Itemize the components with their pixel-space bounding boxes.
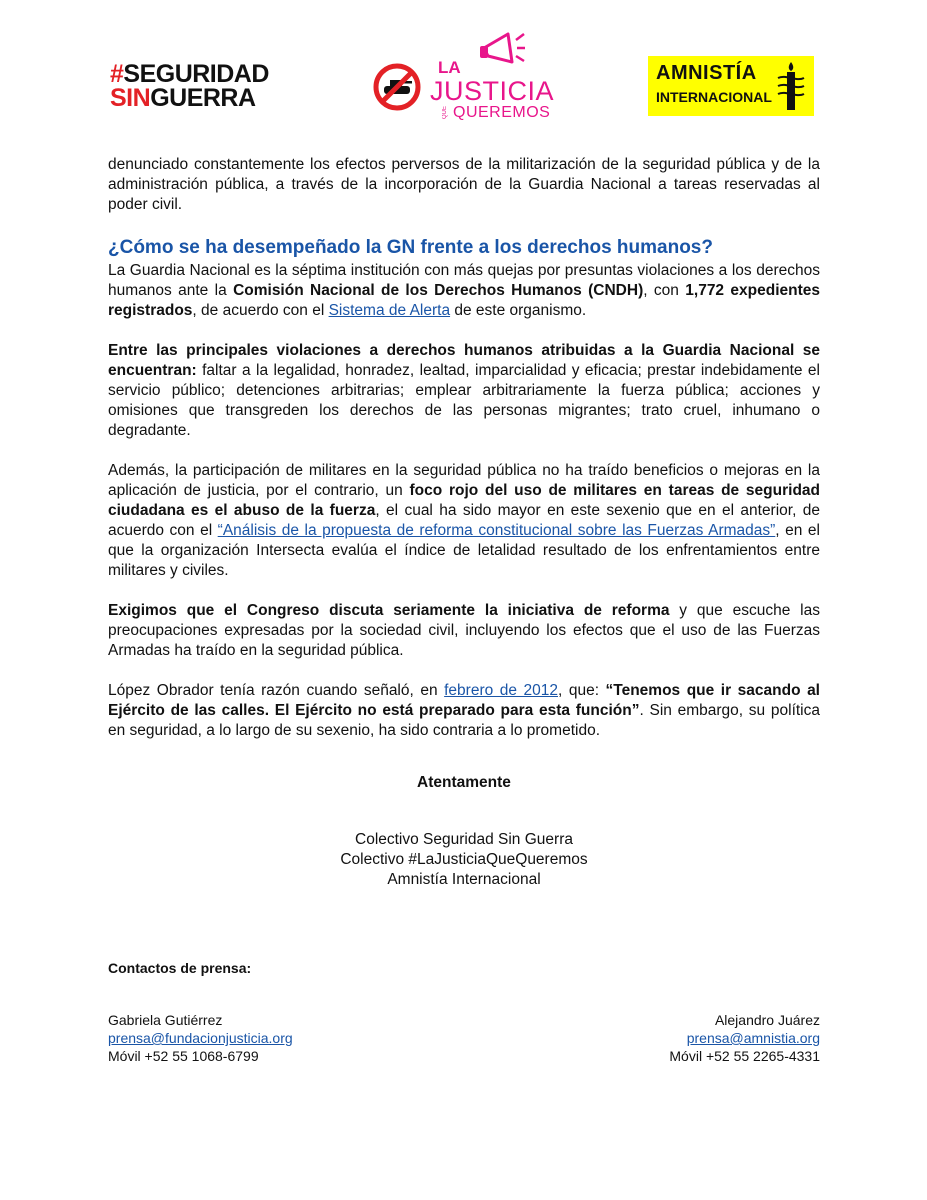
contact-phone: Móvil +52 55 2265-4331: [669, 1048, 820, 1064]
logo-lj-justicia: JUSTICIA: [430, 76, 555, 106]
signer-line: Colectivo #LaJusticiaQueQueremos: [340, 851, 588, 868]
bold-expedientes: 1,772 expedientes registrados: [108, 282, 820, 319]
logo-ssg-line1: #SEGURIDAD: [110, 60, 269, 88]
contact-right: [669, 1011, 820, 1065]
closing-atentamente: Atentamente: [417, 774, 511, 791]
contact-name: Alejandro Juárez: [714, 1012, 820, 1028]
logo-lj-que: QUE: [442, 106, 448, 120]
paragraph-violaciones: [108, 341, 820, 441]
signer-line: Amnistía Internacional: [387, 871, 541, 888]
text-segment: , con: [643, 282, 686, 299]
ssg-guerra: GUERRA: [150, 84, 256, 112]
press-contacts-title: Contactos de prensa:: [108, 960, 252, 976]
logo-la-justicia-que-queremos: [428, 28, 555, 123]
bold-cndh: Comisión Nacional de los Derechos Humanos (CNDH): [233, 282, 644, 299]
logo-ssg-line2: [110, 84, 256, 113]
link-analisis-reforma[interactable]: “Análisis de la propuesta de reforma constitucional sobre las Fuerzas Armadas”: [217, 522, 776, 539]
paragraph-exigimos: [108, 601, 820, 661]
link-sistema-de-alerta[interactable]: Sistema de Alerta: [328, 302, 451, 319]
paragraph-cndh: [108, 261, 820, 321]
text-segment: , que:: [558, 682, 606, 699]
text-segment: . Sin embargo, su política en seguridad, a lo largo de su sexenio, ha sido contraria a lo prometido.: [108, 702, 820, 739]
paragraph-intro: denunciado constantemente los efectos perversos de la militarización de la seguridad pública y de la administración pública, a través de la incorporación de la Guardia Nacional a tareas reservadas al poder civil.: [108, 156, 820, 213]
text-segment: , de acuerdo con el: [192, 302, 329, 319]
text-segment: faltar a la legalidad, honradez, lealtad, imparcialidad y eficacia; prestar indebidamente el servicio público; detenciones arbitrarias; emplear arbitrariamente la fuerza pública; acciones y omisiones que transgreden los derechos de las personas migrantes; trato cruel, inhumano o degradante.: [108, 362, 820, 439]
bold-quote: “Tenemos que ir sacando al Ejército de las calles. El Ejército no está preparado para esta función”: [108, 682, 820, 719]
candle-barbed-wire-icon: [774, 60, 808, 112]
text-segment: y que escuche las preocupaciones expresadas por la sociedad civil, incluyendo los efectos que el uso de las Fuerzas Armadas ha traído en la seguridad pública.: [108, 602, 820, 659]
bold-foco-rojo: foco rojo del uso de militares en tareas de seguridad ciudadana es el abuso de la fuerza: [108, 482, 821, 519]
text-segment: de este organismo.: [450, 302, 587, 319]
contact-phone: Móvil +52 55 1068-6799: [108, 1048, 259, 1064]
bold-violaciones: Entre las principales violaciones a derechos humanos atribuidas a la Guardia Nacional se encuentran:: [108, 342, 820, 379]
bold-exigimos: Exigimos que el Congreso discuta seriamente la iniciativa de reforma: [108, 602, 670, 619]
ssg-line1-text: SEGURIDAD: [123, 60, 269, 88]
text-segment: Además, la participación de militares en la seguridad pública no ha traído beneficios o mejoras en la aplicación de justicia, por el contrario, un: [108, 462, 820, 499]
contact-left: [108, 1011, 293, 1065]
logo-seguridad-sin-guerra: [110, 60, 322, 112]
text-segment: La Guardia Nacional es la séptima institución con más quejas por presuntas violaciones a los derechos humanos ante la: [108, 262, 820, 299]
logo-ai-line1: AMNISTÍA: [656, 62, 757, 84]
no-tank-icon: [372, 62, 422, 112]
paragraph-lopez-obrador: [108, 681, 820, 741]
logo-ai-line2: INTERNACIONAL: [656, 89, 772, 105]
link-febrero-2012[interactable]: febrero de 2012: [444, 682, 558, 699]
text-segment: López Obrador tenía razón cuando señaló, en: [108, 682, 445, 699]
logo-amnistia-internacional: [648, 56, 814, 116]
contact-email-link[interactable]: prensa@amnistia.org: [686, 1030, 820, 1046]
text-segment: , en el que la organización Intersecta evalúa el índice de letalidad resultado de los enfrentamientos entre militares y civiles.: [108, 522, 820, 579]
contact-email-link[interactable]: prensa@fundacionjusticia.org: [108, 1030, 293, 1046]
document-body: [108, 155, 820, 761]
signers-block: [108, 830, 820, 890]
ssg-sin: SIN: [110, 84, 151, 112]
text-segment: , el cual ha sido mayor en este sexenio que en el anterior, de acuerdo con el: [108, 502, 821, 539]
paragraph-militares: [108, 461, 820, 581]
logo-lj-queremos: QUEREMOS: [453, 104, 551, 121]
section-heading: ¿Cómo se ha desempeñado la GN frente a los derechos humanos?: [108, 237, 713, 258]
contact-name: Gabriela Gutiérrez: [108, 1012, 223, 1028]
signer-line: Colectivo Seguridad Sin Guerra: [355, 831, 573, 848]
megaphone-icon: [478, 28, 526, 72]
logo-lj-la: LA: [438, 58, 461, 77]
